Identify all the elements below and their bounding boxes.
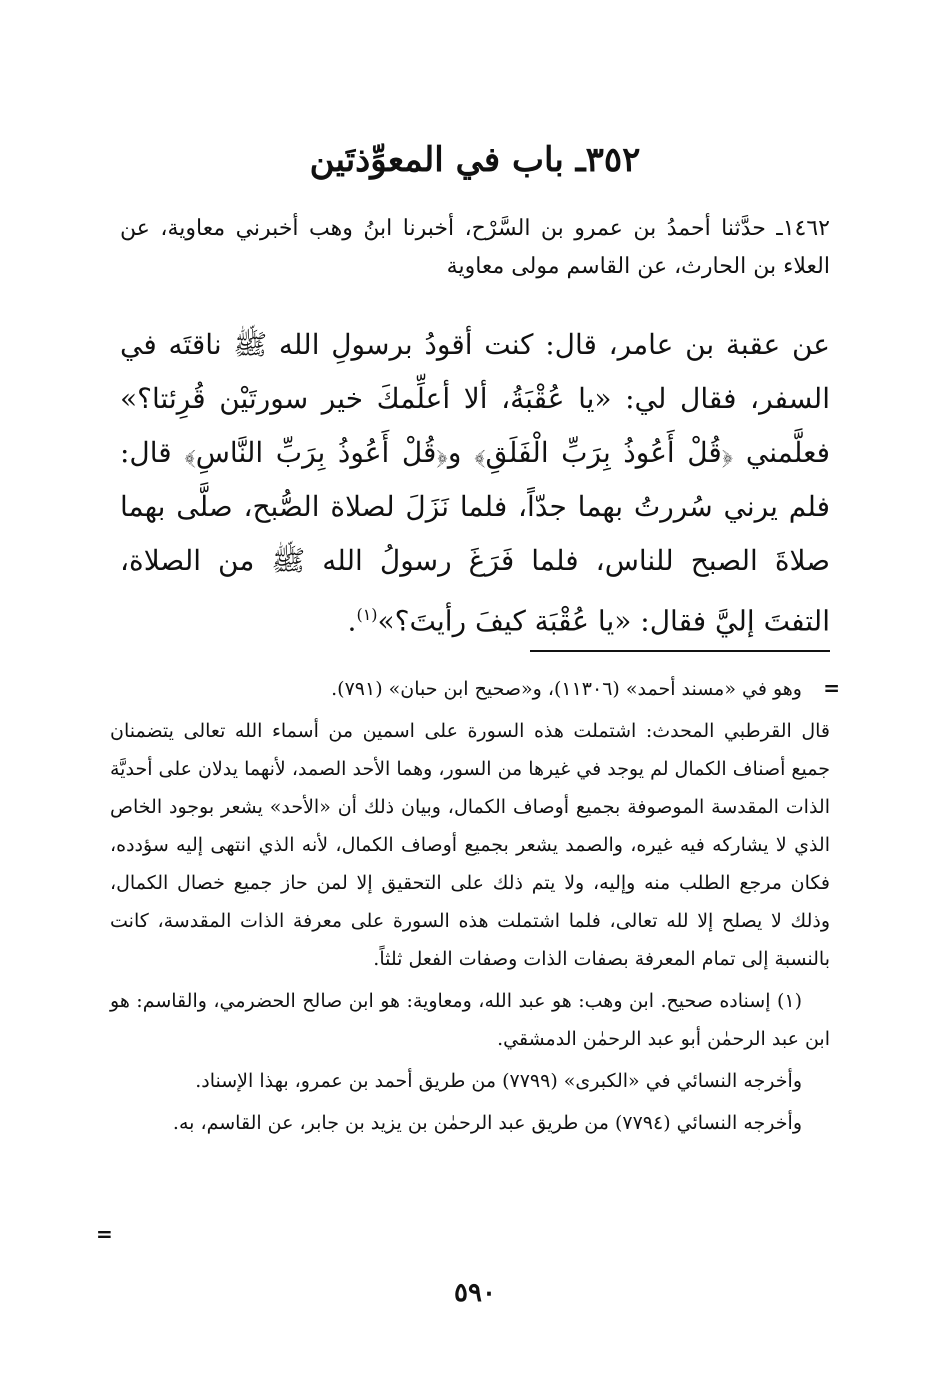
hadith-text <box>120 318 830 648</box>
footnote-continued: وهو في «مسند أحمد» (١١٣٠٦)، و«صحيح ابن حبان» (٧٩١). <box>331 678 802 700</box>
footnote-commentary: قال القرطبي المحدث: اشتملت هذه السورة على اسمين من أسماء الله تعالى يتضمنان جميع أصناف الكمال لم يوجد في غيرها من السور، وهما الأحد الصمد، لأنهما يدلان على أحديَّة الذات المقدسة الموصوفة بجميع أوصاف الكمال، وبيان ذلك أن «الأحد» يشعر بوجود الخاص الذي لا يشاركه فيه غيره، والصمد يشعر بجميع أوصاف الكمال، لأنه الذي انتهى إليه سؤدده، فكان مرجع الطلب منه وإليه، ولا يتم ذلك على التحقيق إلا لمن حاز جميع خصال الكمال، وذلك لا يصلح إلا لله تعالى، فلما اشتملت هذه السورة على معرفة الذات المقدسة، كانت بالنسبة إلى تمام المعرفة بصفات الذات وصفات الفعل ثلثاً. <box>110 720 830 970</box>
trailing-marker: = <box>96 1222 113 1246</box>
footnotes <box>110 670 830 1142</box>
chapter-title: ٣٥٢ـ باب في المعوِّذتَين <box>309 140 641 180</box>
footnote-2: وأخرجه النسائي في «الكبرى» (٧٧٩٩) من طريق أحمد بن عمرو، بهذا الإسناد. <box>195 1070 802 1092</box>
footnote-1: (١) إسناده صحيح. ابن وهب: هو عبد الله، ومعاوية: هو ابن صالح الحضرمي، والقاسم: هو ابن عبد الرحمٰن أبو عبد الرحمٰن الدمشقي. <box>110 990 830 1050</box>
hadith-end: . <box>347 604 357 638</box>
hadith-matn: عن عقبة بن عامر، قال: كنت أقودُ برسولِ الله ﷺ ناقتَه في السفر، فقال لي: «يا عُقْبَةُ، ألا أعلِّمكَ خير سورتَيْن قُرِئتا؟» فعلَّمني ﴿قُلْ أَعُوذُ بِرَبِّ الْفَلَقِ﴾ و﴿قُلْ أَعُوذُ بِرَبِّ النَّاسِ﴾ قال: فلم يرني سُررتُ بهما جدّاً، فلما نَزَلَ لصلاة الصُّبح، صلَّى بهما صلاةَ الصبح للناس، فلما فَرَغَ رسولُ الله ﷺ من الصلاة، التفتَ إليَّ فقال: «يا عُقْبَة كيفَ رأيتَ؟» <box>120 328 830 638</box>
continuation-marker: = <box>823 676 840 700</box>
footnote-divider <box>530 650 830 652</box>
isnad-chain: ١٤٦٢ـ حدَّثنا أحمدُ بن عمرو بن السَّرْح، أخبرنا ابنُ وهب أخبرني معاوية، عن العلاء بن الحارث، عن القاسم مولى معاوية <box>120 216 830 279</box>
footnote-ref[interactable]: (١) <box>356 605 378 624</box>
page-number: ٥٩٠ <box>454 1278 496 1308</box>
footnote-3: وأخرجه النسائي (٧٧٩٤) من طريق عبد الرحمٰن بن يزيد بن جابر، عن القاسم، به. <box>172 1112 802 1134</box>
